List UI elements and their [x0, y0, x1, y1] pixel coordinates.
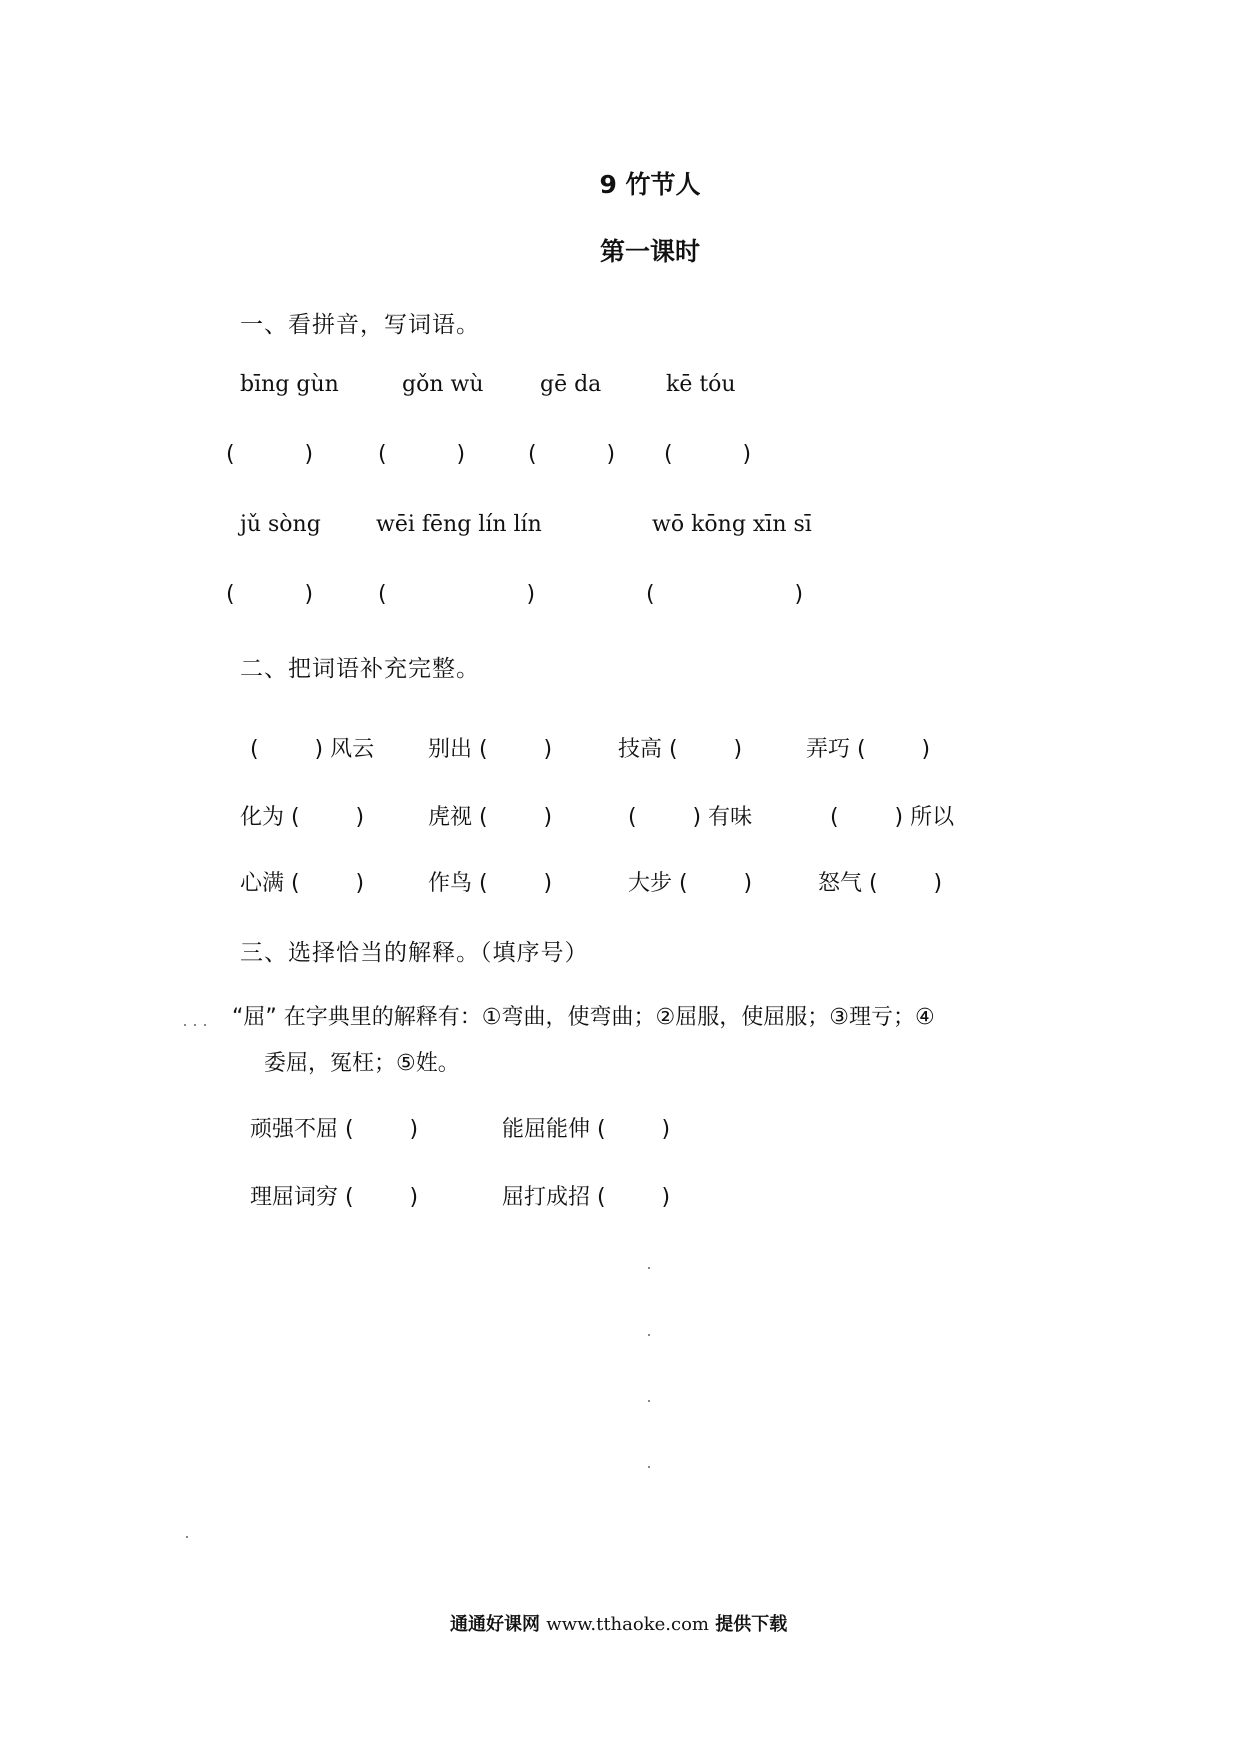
idiom-item: ( ) 风云 — [250, 737, 375, 762]
idiom-item: 虎视 ( ) — [428, 805, 553, 830]
meaning-item: 屈打成招 ( ) — [502, 1185, 671, 1210]
idiom-item: 技高 ( ) — [618, 737, 743, 762]
meaning-item: 能屈能伸 ( ) — [502, 1117, 671, 1142]
footer-site-name: 通通好课网 — [450, 1614, 540, 1635]
idiom-item: 作鸟 ( ) — [428, 871, 553, 896]
idiom-item: 别出 ( ) — [428, 737, 553, 762]
section-1-heading: 一、看拼音，写词语。 — [240, 312, 480, 338]
scan-speck — [194, 1024, 196, 1026]
scan-speck — [204, 1024, 206, 1026]
answer-blank: ( ) — [378, 442, 466, 467]
meaning-item: 顽强不屈 ( ) — [250, 1117, 419, 1142]
section-2-heading: 二、把词语补充完整。 — [240, 656, 480, 682]
pinyin-wo-kong-xin-si: wō kōng xīn sī — [652, 512, 812, 537]
lesson-subtitle: 第一课时 — [599, 237, 700, 266]
idiom-item: 怒气 ( ) — [818, 871, 943, 896]
lesson-title: 9 竹节人 — [599, 170, 701, 199]
idiom-item: 大步 ( ) — [628, 871, 753, 896]
idiom-item: ( ) 所以 — [830, 805, 955, 830]
pinyin-wei-feng-lin-lin: wēi fēng lín lín — [376, 512, 542, 537]
answer-blank: ( ) — [226, 442, 314, 467]
idiom-item: 弄巧 ( ) — [806, 737, 931, 762]
idiom-item: 化为 ( ) — [240, 805, 365, 830]
footer — [450, 1610, 787, 1636]
scan-speck — [648, 1334, 650, 1336]
scan-speck — [648, 1400, 650, 1402]
answer-blank: ( ) — [226, 582, 314, 607]
section-3-heading: 三、选择恰当的解释。（填序号） — [240, 940, 589, 966]
pinyin-ge-da: gē da — [540, 372, 602, 397]
meaning-item: 理屈词穷 ( ) — [250, 1185, 419, 1210]
idiom-item: ( ) 有味 — [628, 805, 753, 830]
footer-suffix: 提供下载 — [715, 1614, 788, 1635]
definition-line-1: “屈” 在字典里的解释有：①弯曲，使弯曲；②屈服，使屈服；③理亏；④ — [232, 1005, 935, 1030]
idiom-item: 心满 ( ) — [240, 871, 365, 896]
pinyin-ju-song: jǔ sòng — [240, 512, 321, 537]
answer-blank: ( ) — [528, 442, 616, 467]
pinyin-ke-tou: kē tóu — [666, 372, 736, 397]
scan-speck — [648, 1466, 650, 1468]
pinyin-gan-wu: gǒn wù — [402, 372, 484, 397]
definition-line-2: 委屈，冤枉；⑤姓。 — [264, 1051, 460, 1076]
pinyin-bing-gun: bīng gùn — [240, 372, 339, 397]
footer-url[interactable]: www.tthaoke.com — [546, 1614, 709, 1635]
answer-blank: ( ) — [664, 442, 752, 467]
scan-speck — [648, 1267, 650, 1269]
answer-blank: ( ) — [646, 582, 804, 607]
answer-blank: ( ) — [378, 582, 536, 607]
scan-speck — [186, 1536, 188, 1538]
scan-speck — [184, 1024, 186, 1026]
